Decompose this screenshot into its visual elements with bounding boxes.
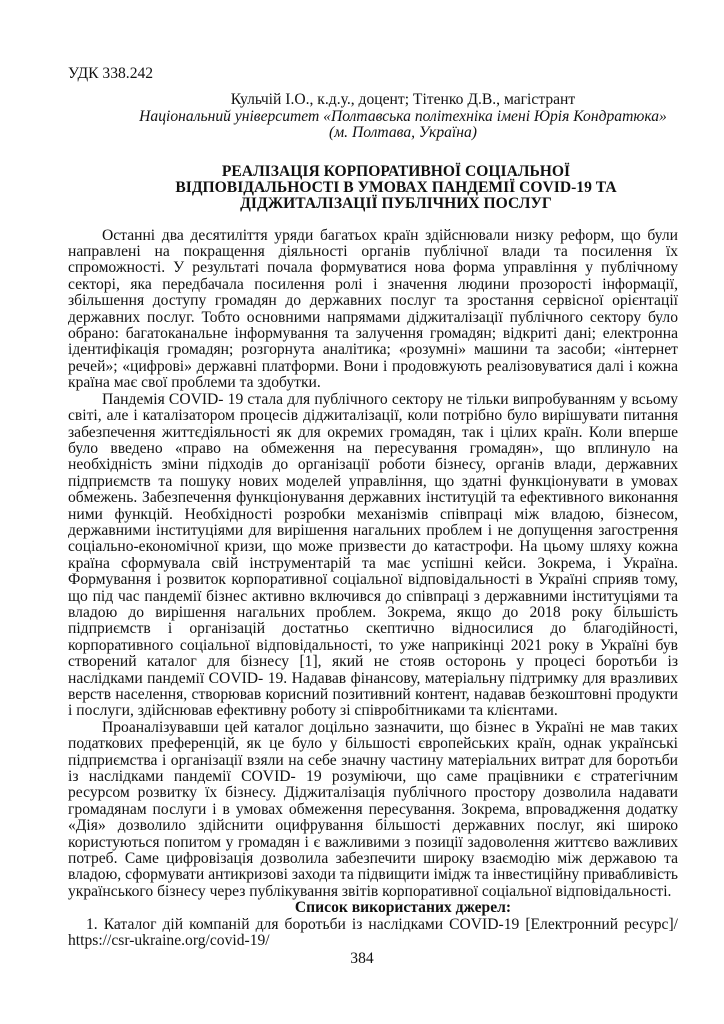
affiliation: Національний університет «Полтавська політехніка імені Юрія Кондратюка» xyxy=(139,107,667,125)
paragraph: Проаналізувавши цей каталог доцільно зазначити, що бізнес в Україні не мав таких податкових преференцій, як це було у більшості європейських країн, однак українські підприємства і організації взяли на себе значну частину матеріальних витрат для боротьби із наслідками пандемії COVID- 19 розуміючи, що саме працівники є стратегічним ресурсом розвитку їх бізнесу. Діджиталізація публічного простору дозволила надавати громадянам послуги і в умовах обмеження пересування. Зокрема, впровадження додатку «Дія» дозволило здійснити оцифрування більшості державних послуг, які широко користуються попитом у громадян і є важливими з позиції задоволення життєво важливих потреб. Саме цифровізація дозволила забезпечити широку взаємодію між державою та владою, сформувати антикризові заходи та підвищити імідж та інвестиційну привабливість українського бізнесу через публікування звітів корпоративної соціальної відповідальності. xyxy=(68,718,678,900)
page-number: 384 xyxy=(350,950,374,967)
authors: Кульчій І.О., к.д.у., доцент; Тітенко Д.В., магістрант xyxy=(230,91,576,109)
paragraph: Пандемія COVID- 19 стала для публічного сектору не тільки випробуванням у всьому світі, але і каталізатором процесів діджиталізації, коли потрібно було вирішувати питання забезпечення життєдіяльності як для окремих громадян, так і цілих країн. Коли вперше було введено «право на обмеження на пересування громадян», що вплинуло на необхідність зміни підходів до організації роботи бізнесу, органів влади, державних підприємств та пошуку нових моделей управління, що здатні функціонувати в умовах обмежень. Забезпечення функціонування державних інституцій та ефективного виконання ними функцій. Необхідності розробки механізмів співпраці між владою, бізнесом, державними інституціями для вирішення нагальних проблем і не допущення загострення соціально-економічної кризи, що може призвести до катастрофи. На цьому шляху кожна країна сформувала свій інструментарій та має успішні кейси. Зокрема, і Україна. Формування і розвиток корпоративної соціальної відповідальності в Україні сприяв тому, що під час пандемії бізнес активно включився до співпраці з державними інституціями та владою до вирішення нагальних проблем. Зокрема, якщо до 2018 року більшість підприємств і організацій достатньо скептично відносилися до благодійності, корпоративного соціальної відповідальності, то уже наприкінці 2021 року в Україні був створений каталог для бізнесу [1], який не стояв осторонь у процесі боротьби із наслідками пандемії COVID- 19. Надавав фінансову, матеріальну підтримку для вразливих верств населення, створював корисний позитивний контент, надавав безкоштовні продукти і послуги, здійснював ефективну роботу зі співробітниками та клієнтами. xyxy=(68,390,678,720)
location: (м. Полтава, Україна) xyxy=(329,124,477,142)
document-page xyxy=(68,66,678,950)
reference-item: 1. Каталог дій компаній для боротьби із наслідками COVID-19 [Електронний ресурс]/ https://csr-ukraine.org/covid-19/ xyxy=(68,915,678,950)
paragraph: Останні два десятиліття уряди багатьох країн здійснювали низку реформ, що були направлені на покращення діяльності органів публічної влади та посилення їх спроможності. У результаті почала формуватися нова форма управління у публічному секторі, яка передбачала посилення ролі і значення людини прозорості інформації, збільшення доступу громадян до державних послуг та зростання сервісної орієнтації державних послуг. Тобто основними напрямами діджиталізації публічного сектору було обрано: багатоканальне інформування та залучення громадян; відкриті дані; електронна ідентифікація громадян; розгорнута аналітика; «розумні» машини та засоби; «інтернет речей»; «цифрові» державні платформи. Вони і продовжують реалізовуватися далі і кожна країна має свої проблеми та здобутки. xyxy=(68,226,678,392)
udk-code: УДК 338.242 xyxy=(68,65,154,82)
references-heading: Список використаних джерел: xyxy=(294,899,512,917)
article-title: РЕАЛІЗАЦІЯ КОРПОРАТИВНОЇ СОЦІАЛЬНОЇ ВІДПОВІДАЛЬНОСТІ В УМОВАХ ПАНДЕМІЇ COVID-19 ТА ДІДЖИТАЛІЗАЦІЇ ПУБЛІЧНИХ ПОСЛУГ xyxy=(175,162,617,212)
